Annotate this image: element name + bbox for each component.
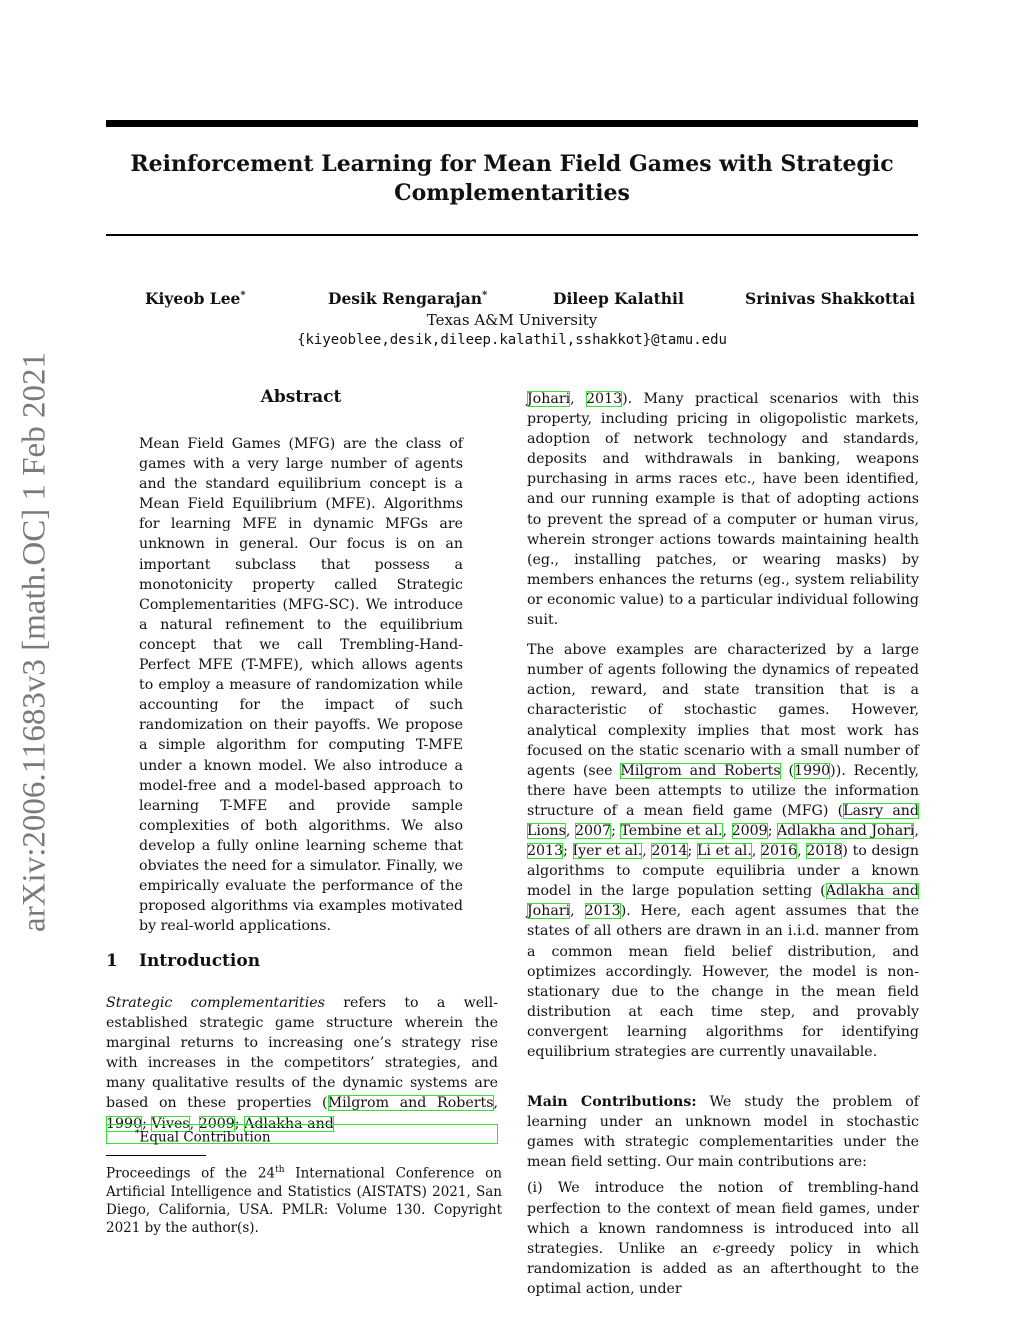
citation-link[interactable]: 2007	[574, 822, 612, 839]
footnote-rule	[106, 1155, 206, 1156]
citation-link[interactable]: Johari	[527, 391, 571, 407]
title-rule	[106, 234, 918, 236]
author-2: Desik Rengarajan*	[328, 289, 488, 308]
citation-link[interactable]: 2009	[198, 1115, 235, 1132]
abstract-heading: Abstract	[260, 387, 342, 407]
proceedings-note: Proceedings of the 24th International Conference on Artificial Intelligence and Statistics (AISTATS) 2021, San Diego, California, USA. PMLR: Volume 130. Copyright 2021 by the author(s).	[106, 1165, 503, 1237]
citation-link[interactable]: Li et al.	[696, 843, 752, 860]
section-heading-introduction	[106, 951, 260, 971]
section-number: 1	[106, 951, 118, 971]
citation-link[interactable]: Iyer et al.	[572, 843, 643, 860]
footnote-link[interactable]: *Equal Contribution	[106, 1124, 498, 1144]
title-line-1: Reinforcement Learning for Mean Field Games with Strategic	[130, 151, 894, 177]
citation-link[interactable]: 2009	[731, 822, 768, 839]
citation-link[interactable]: Adlakha and	[244, 1115, 334, 1132]
abstract-body: Mean Field Games (MFG) are the class of games with a very large number of agents and the standard equilibrium concept is a Mean Field Equilibrium (MFE). Algorithms for learning MFE in dynamic MFGs are unknown in general. Our focus is on an important subclass that possess a monotonicity property called Strategic Complementarities (MFG-SC). We introduce a natural refinement to the equilibrium concept that we call Trembling-Hand-Perfect MFE (T-MFE), which allows agents to employ a measure of randomization while accounting for the impact of such randomization on their payoffs. We propose a simple algorithm for computing T-MFE under a known model. We also introduce a model-free and a model-based approach to learning T-MFE and provide sample complexities of both algorithms. We also develop a fully online learning scheme that obviates the need for a simulator. Finally, we empirically evaluate the performance of the proposed algorithms via examples motivated by real-world applications.	[139, 436, 463, 935]
affiliation: Texas A&M University	[426, 311, 598, 329]
contributions-heading: Main Contributions:	[527, 1094, 697, 1111]
citation-link[interactable]: Milgrom and Roberts	[620, 762, 781, 779]
citation-link[interactable]: 2018	[806, 843, 843, 860]
citation-link[interactable]: 2013	[527, 843, 564, 860]
citation-link[interactable]: Adlakha and Johari	[527, 883, 919, 920]
author-3: Dileep Kalathil	[553, 289, 684, 308]
right-column	[527, 389, 919, 1299]
title-line-2: Complementarities	[394, 180, 630, 206]
arxiv-stamp	[10, 342, 60, 942]
right-paragraph-1: Johari, 2013). Many practical scenarios with this property, including pricing in oligopolistic markets, adoption of network technology and standards, deposits and withdrawals in banking, weapons purchasing in arms races etc., have been identified, and our running example is that of adopting actions to prevent the spread of a computer or human virus, wherein stronger actions towards maintaining health (eg., installing patches, or wearing masks) by members enhances the returns (eg., system reliability or economic value) to a particular individual following suit.	[527, 391, 919, 629]
paper-title	[106, 150, 918, 208]
top-rule	[106, 120, 918, 127]
citation-link[interactable]: 1990	[106, 1115, 143, 1132]
citation-link[interactable]: 1990	[794, 762, 831, 779]
citation-link[interactable]: Vives	[151, 1115, 190, 1132]
intro-paragraph-1: Strategic complementarities refers to a well-established strategic game structure wherein the marginal returns to increasing one’s strategy rise with increases in the competitors’ strategies, and many qualitative results of the dynamic systems are based on these properties (Milgrom and Roberts, 1990; Vives, 2009; Adlakha and	[106, 995, 499, 1132]
citation-link[interactable]: 2016	[761, 843, 798, 860]
citation-link[interactable]: Milgrom and Roberts	[327, 1095, 494, 1112]
citation-link[interactable]: Adlakha and Johari	[777, 822, 915, 839]
citation-link[interactable]: 2013	[584, 903, 621, 920]
citation-link[interactable]: Lasry and Lions	[527, 802, 919, 839]
citation-link[interactable]: 2013	[586, 391, 623, 407]
arxiv-stamp-text: arXiv:2006.11683v3 [math.OC] 1 Feb 2021	[16, 352, 53, 932]
right-paragraph-2: The above examples are characterized by a large number of agents following the dynamics of repeated action, reward, and state transition that is a characteristic of stochastic games. However, analytical complexity implies that most work has focused on the static scenario with a small number of agents (see Milgrom and Roberts (1990)). Recently, there have been attempts to utilize the information structure of a mean field game (MFG) (Lasry and Lions, 2007; Tembine et al., 2009; Adlakha and Johari, 2013; Iyer et al., 2014; Li et al., 2016, 2018) to design algorithms to compute equilibria under a known model in the large population setting (Adlakha and Johari, 2013). Here, each agent assumes that the states of all others are drawn in an i.i.d. manner from a common mean field belief distribution, and optimizes accordingly. However, the model is non-stationary due to the change in the mean field distribution at each time step, and provably convergent learning algorithms for identifying equilibrium strategies are currently unavailable.	[527, 642, 920, 1060]
main-contributions-paragraph: Main Contributions: We study the problem of learning under an unknown model in stochastic games with strategic complementarities under the mean field setting. Our main contributions are:	[527, 1094, 919, 1171]
citation-link[interactable]: 2014	[651, 843, 688, 860]
author-emails: {kiyeoblee,desik,dileep.kalathil,sshakkot}@tamu.edu	[297, 332, 727, 348]
author-1: Kiyeob Lee*	[145, 289, 246, 308]
citation-link[interactable]: Tembine et al.	[620, 822, 723, 839]
contribution-item-1: (i) We introduce the notion of trembling-hand perfection to the context of mean field games, under which a known randomness is introduced into all strategies. Unlike an ϵ-greedy policy in which randomization is added as an afterthought to the optimal action, under	[527, 1180, 919, 1297]
section-title: Introduction	[139, 951, 261, 971]
author-4: Srinivas Shakkottai	[745, 289, 916, 308]
